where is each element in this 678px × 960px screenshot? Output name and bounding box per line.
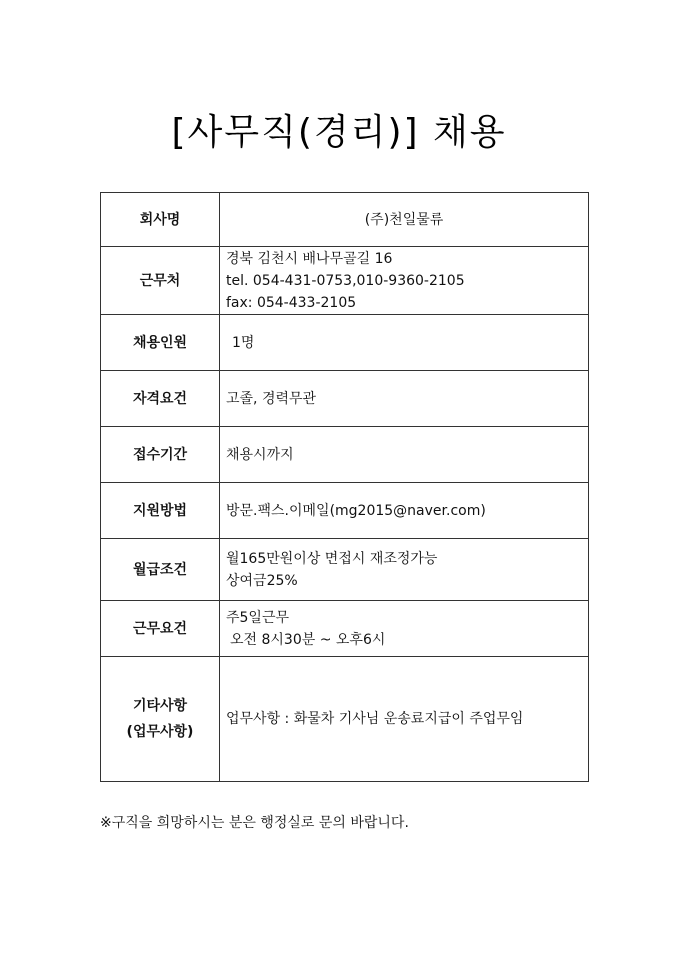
etc-label-line: 기타사항 — [132, 698, 188, 714]
period-value: 채용시까지 — [220, 427, 589, 483]
job-posting-table — [100, 192, 589, 782]
workplace-phone: tel. 054-431-0753,010-9360-2105 — [226, 272, 465, 289]
method-value: 방문.팩스.이메일(mg2015@naver.com) — [220, 483, 589, 539]
period-label: 접수기간 — [101, 427, 220, 483]
table-row — [101, 657, 589, 782]
table-row — [101, 193, 589, 247]
salary-label: 월급조건 — [101, 539, 220, 601]
qualification-label: 자격요건 — [101, 371, 220, 427]
salary-value — [220, 539, 589, 601]
company-value: (주)천일물류 — [220, 193, 589, 247]
etc-label-sub: (업무사항) — [126, 724, 194, 740]
workplace-value — [220, 247, 589, 315]
bonus-line: 상여금25% — [226, 572, 298, 589]
headcount-value — [220, 315, 589, 371]
table-row — [101, 483, 589, 539]
etc-label — [101, 657, 220, 782]
table-row — [101, 371, 589, 427]
workplace-fax: fax: 054-433-2105 — [226, 294, 357, 311]
headcount-text: 1명 — [232, 334, 255, 351]
table-row — [101, 539, 589, 601]
conditions-label: 근무요건 — [101, 601, 220, 657]
workdays-line: 주5일근무 — [226, 609, 290, 626]
table-row — [101, 315, 589, 371]
workplace-label: 근무처 — [101, 247, 220, 315]
table-row — [101, 247, 589, 315]
footer-note: ※구직을 희망하시는 분은 행정실로 문의 바랍니다. — [100, 815, 409, 831]
page-title: [사무직(경리)] 채용 — [171, 112, 507, 153]
conditions-value — [220, 601, 589, 657]
salary-line: 월165만원이상 면접시 재조정가능 — [226, 550, 438, 567]
company-label: 회사명 — [101, 193, 220, 247]
qualification-value: 고졸, 경력무관 — [220, 371, 589, 427]
etc-value: 업무사항 : 화물차 기사님 운송료지급이 주업무임 — [220, 657, 589, 782]
headcount-label: 채용인원 — [101, 315, 220, 371]
workhours-line: 오전 8시30분 ~ 오후6시 — [230, 631, 386, 648]
workplace-address: 경북 김천시 배나무골길 16 — [226, 250, 393, 267]
method-label: 지원방법 — [101, 483, 220, 539]
table-row — [101, 601, 589, 657]
table-row — [101, 427, 589, 483]
